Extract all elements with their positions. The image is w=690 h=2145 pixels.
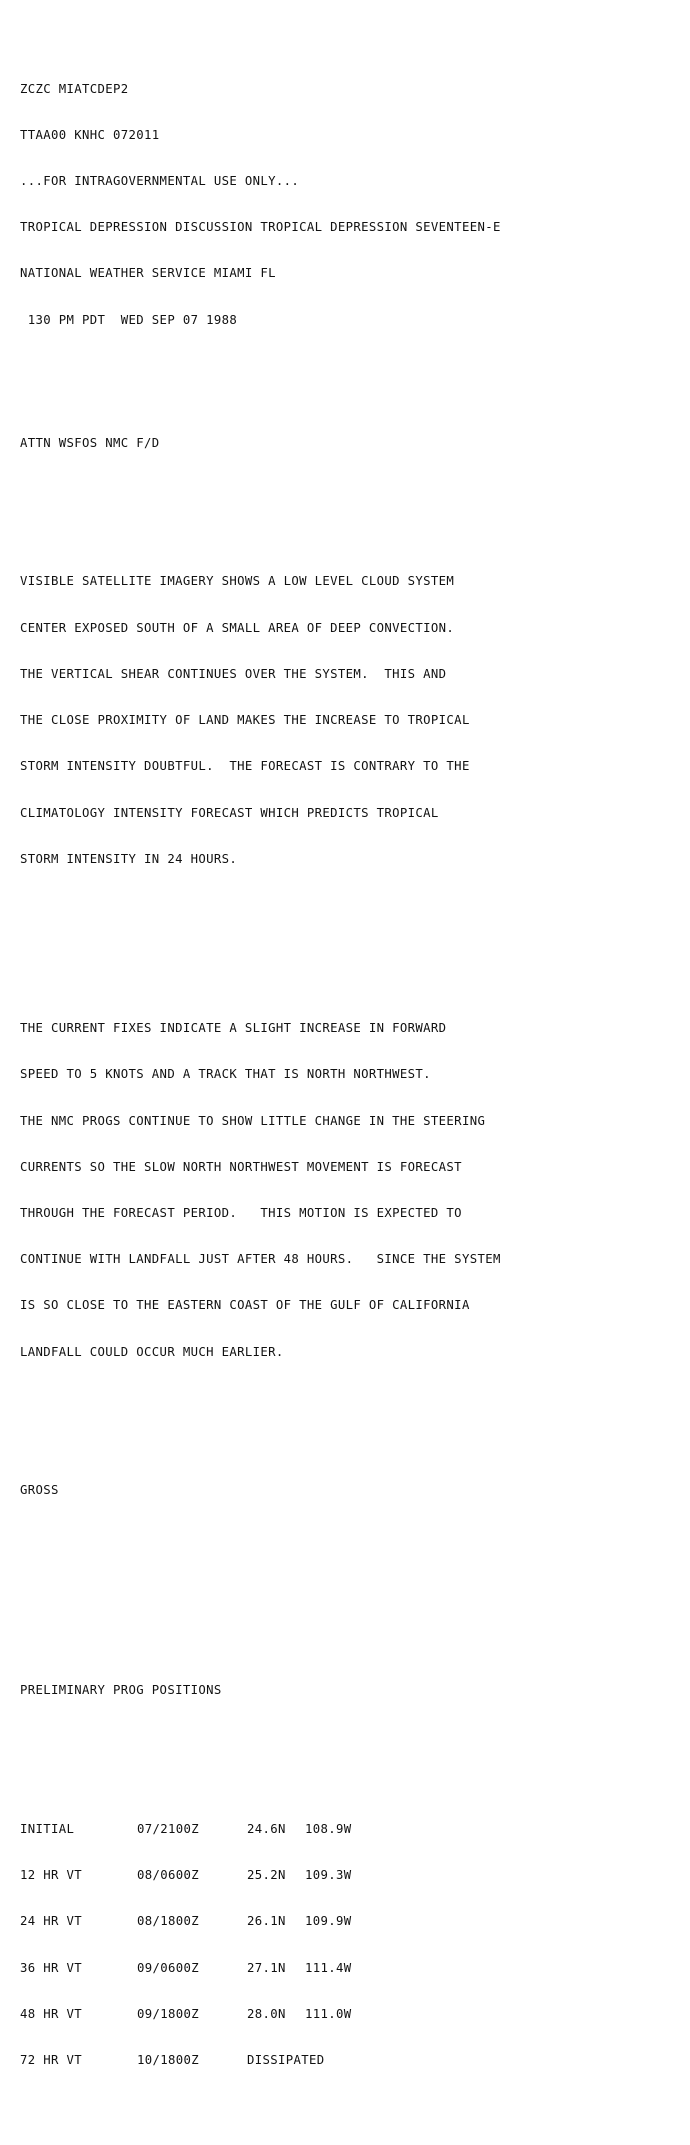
table-row — [20, 1868, 685, 1883]
table-row — [20, 2053, 685, 2068]
forecast-hour: 72 HR VT — [20, 2053, 83, 2068]
paragraph-line: IS SO CLOSE TO THE EASTERN COAST OF THE GULF OF CALIFORNIA — [20, 1298, 470, 1313]
blank-line — [20, 1730, 685, 1745]
paragraph-line: CONTINUE WITH LANDFALL JUST AFTER 48 HOURS. SINCE THE SYSTEM — [20, 1252, 501, 1267]
forecaster-signature: GROSS — [20, 1483, 59, 1498]
valid-time: 10/1800Z — [137, 2053, 200, 2068]
forecast-hour: 12 HR VT — [20, 1868, 83, 1883]
longitude: 108.9W — [305, 1822, 352, 1837]
paragraph-line: CURRENTS SO THE SLOW NORTH NORTHWEST MOVEMENT IS FORECAST — [20, 1159, 462, 1174]
header-line: ZCZC MIATCDEP2 — [20, 81, 129, 96]
table-row — [20, 1822, 685, 1837]
latitude: 24.6N — [247, 1822, 286, 1837]
valid-time: 08/1800Z — [137, 1914, 200, 1929]
latitude: 26.1N — [247, 1914, 286, 1929]
bulletin-header — [20, 51, 685, 359]
blank-line — [20, 1622, 685, 1637]
paragraph-line: LANDFALL COULD OCCUR MUCH EARLIER. — [20, 1344, 284, 1359]
longitude: 111.4W — [305, 1960, 352, 1975]
header-line: NATIONAL WEATHER SERVICE MIAMI FL — [20, 266, 276, 281]
paragraph-line: CLIMATOLOGY INTENSITY FORECAST WHICH PREDICTS TROPICAL — [20, 805, 439, 820]
prog-positions-title: PRELIMINARY PROG POSITIONS — [20, 1683, 222, 1698]
latitude: 27.1N — [247, 1960, 286, 1975]
blank-line — [20, 929, 685, 944]
prog-positions-table — [20, 1791, 685, 2099]
valid-time: 09/0600Z — [137, 1960, 200, 1975]
position-status: DISSIPATED — [247, 2053, 325, 2068]
blank-line — [20, 482, 685, 497]
valid-time: 07/2100Z — [137, 1822, 200, 1837]
paragraph-line: THE CURRENT FIXES INDICATE A SLIGHT INCREASE IN FORWARD — [20, 1021, 447, 1036]
header-line: ...FOR INTRAGOVERNMENTAL USE ONLY... — [20, 174, 300, 189]
paragraph-line: STORM INTENSITY DOUBTFUL. THE FORECAST IS CONTRARY TO THE — [20, 759, 470, 774]
latitude: 25.2N — [247, 1868, 286, 1883]
paragraph-line: THROUGH THE FORECAST PERIOD. THIS MOTION IS EXPECTED TO — [20, 1205, 462, 1220]
header-line: TROPICAL DEPRESSION DISCUSSION TROPICAL DEPRESSION SEVENTEEN-E — [20, 220, 501, 235]
blank-line — [20, 1529, 685, 1544]
header-line: 130 PM PDT WED SEP 07 1988 — [20, 312, 238, 327]
forecast-hour: INITIAL — [20, 1822, 75, 1837]
forecast-hour: 48 HR VT — [20, 2006, 83, 2021]
attn-line: ATTN WSFOS NMC F/D — [20, 435, 160, 450]
blank-line — [20, 390, 685, 405]
longitude: 109.3W — [305, 1868, 352, 1883]
paragraph-line: THE NMC PROGS CONTINUE TO SHOW LITTLE CHANGE IN THE STEERING — [20, 1113, 486, 1128]
paragraph-line: STORM INTENSITY IN 24 HOURS. — [20, 851, 238, 866]
valid-time: 09/1800Z — [137, 2006, 200, 2021]
paragraph-line: THE VERTICAL SHEAR CONTINUES OVER THE SYSTEM. THIS AND — [20, 666, 447, 681]
paragraph-line: THE CLOSE PROXIMITY OF LAND MAKES THE INCREASE TO TROPICAL — [20, 713, 470, 728]
longitude: 109.9W — [305, 1914, 352, 1929]
paragraph-line: SPEED TO 5 KNOTS AND A TRACK THAT IS NORTH NORTHWEST. — [20, 1067, 431, 1082]
header-line: TTAA00 KNHC 072011 — [20, 127, 160, 142]
bulletin-document — [20, 20, 685, 2115]
blank-line — [20, 1576, 685, 1591]
paragraph-line: VISIBLE SATELLITE IMAGERY SHOWS A LOW LEVEL CLOUD SYSTEM — [20, 574, 455, 589]
valid-time: 08/0600Z — [137, 1868, 200, 1883]
table-row — [20, 1914, 685, 1929]
blank-line — [20, 1422, 685, 1437]
longitude: 111.0W — [305, 2006, 352, 2021]
table-row — [20, 1961, 685, 1976]
forecast-hour: 36 HR VT — [20, 1960, 83, 1975]
table-row — [20, 2007, 685, 2022]
discussion-paragraph-2 — [20, 990, 685, 1390]
latitude: 28.0N — [247, 2006, 286, 2021]
discussion-paragraph-1 — [20, 544, 685, 898]
forecast-hour: 24 HR VT — [20, 1914, 83, 1929]
paragraph-line: CENTER EXPOSED SOUTH OF A SMALL AREA OF DEEP CONVECTION. — [20, 620, 455, 635]
